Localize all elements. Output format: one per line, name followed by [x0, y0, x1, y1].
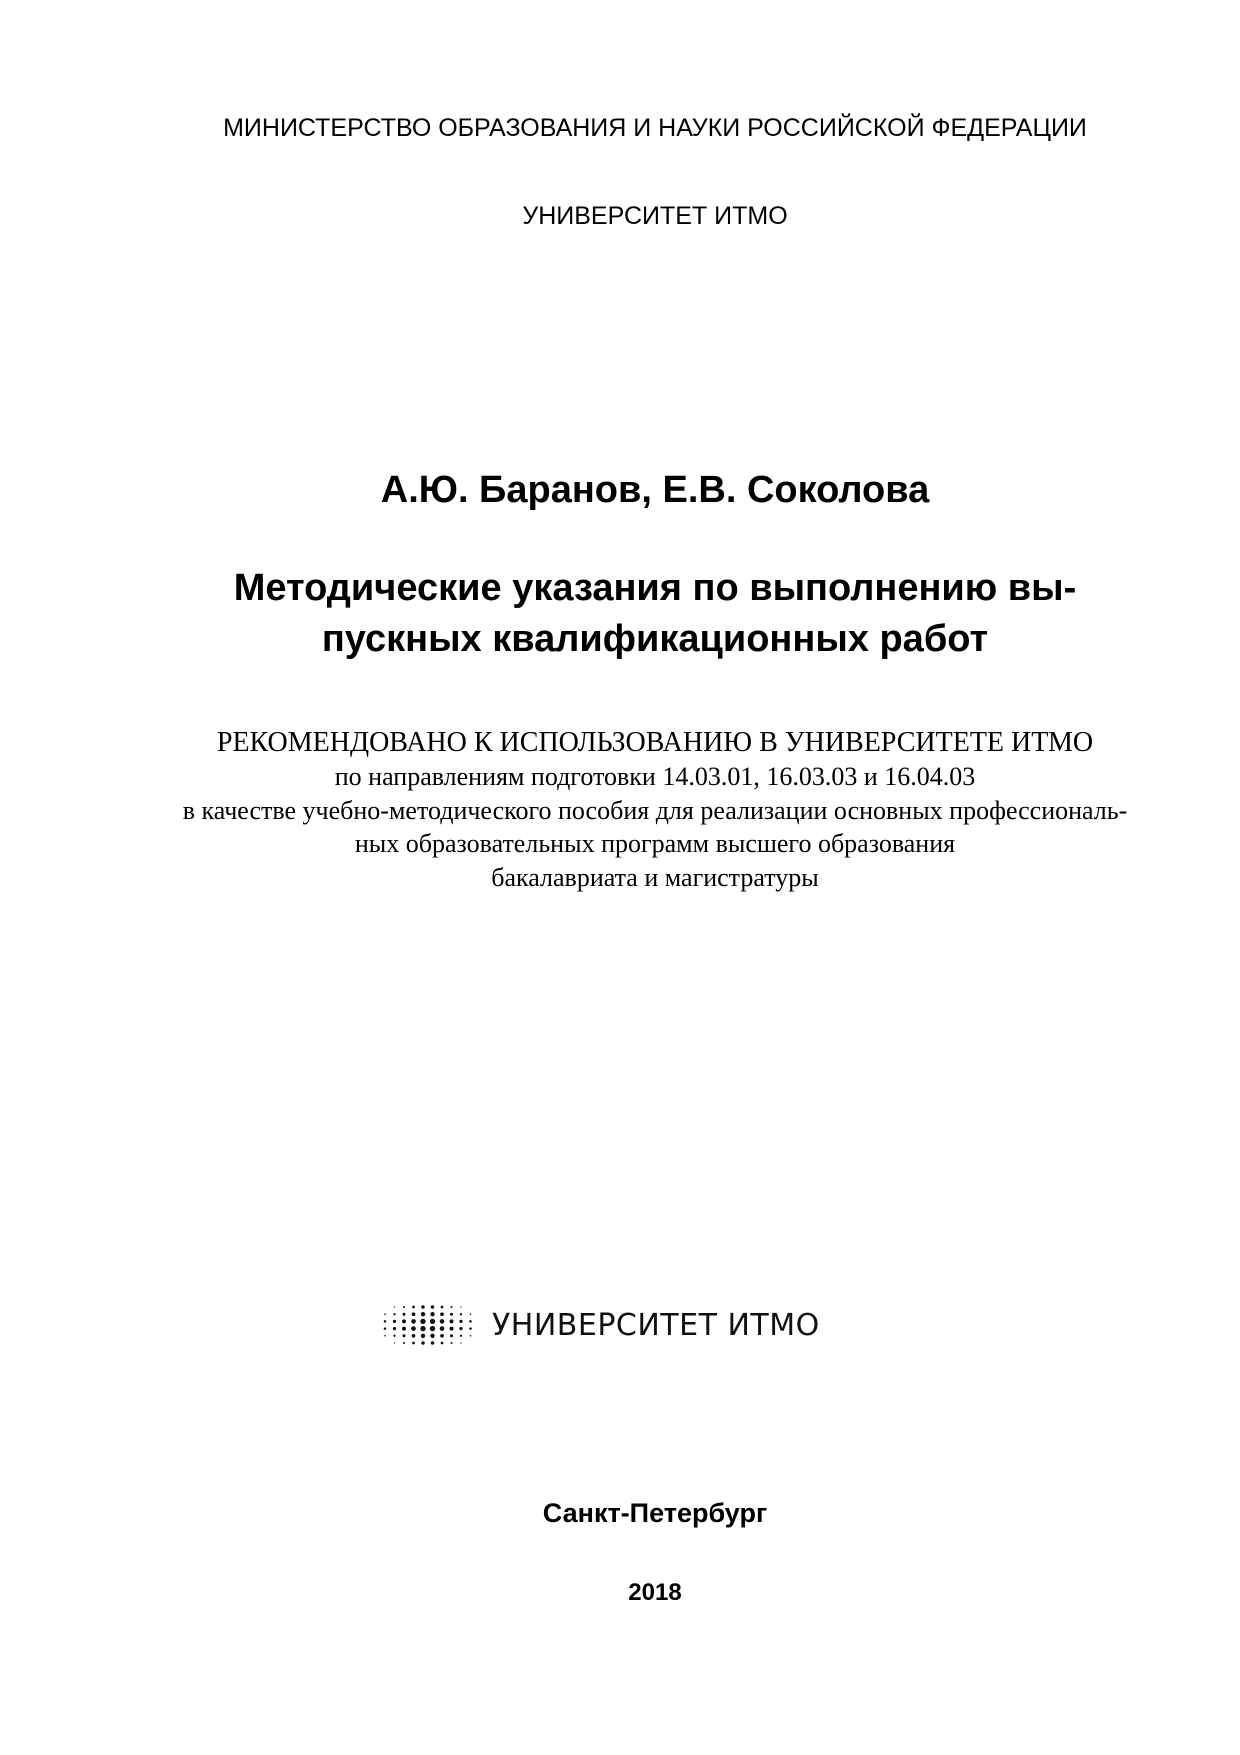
- itmo-dots-logo-icon: [380, 1303, 480, 1347]
- recommendation-line-3: в качестве учебно-методического пособия для реализации основных профессиональ-: [182, 796, 1128, 825]
- recommendation-line-4: ных образовательных программ высшего образования: [354, 829, 956, 858]
- publication-city: Санкт-Петербург: [542, 1498, 768, 1528]
- logo-text: УНИВЕРСИТЕТ ИТМО: [492, 1307, 820, 1343]
- document-title-line-1: Методические указания по выполнению вы-: [233, 567, 1077, 609]
- recommendation-line-2: по направлениям подготовки 14.03.01, 16.03.03 и 16.04.03: [334, 762, 976, 791]
- publication-year: 2018: [628, 1579, 682, 1606]
- authors: А.Ю. Баранов, Е.В. Соколова: [380, 469, 930, 511]
- ministry-name: МИНИСТЕРСТВО ОБРАЗОВАНИЯ И НАУКИ РОССИЙСКОЙ ФЕДЕРАЦИИ: [223, 114, 1087, 142]
- document-title-line-2: пускных квалификационных работ: [321, 618, 989, 660]
- university-logo: [380, 1303, 820, 1347]
- university-name: УНИВЕРСИТЕТ ИТМО: [522, 202, 788, 230]
- recommendation-line-1: РЕКОМЕНДОВАНО К ИСПОЛЬЗОВАНИЮ В УНИВЕРСИТЕТЕ ИТМО: [216, 727, 1094, 758]
- recommendation-line-5: бакалавриата и магистратуры: [491, 863, 819, 892]
